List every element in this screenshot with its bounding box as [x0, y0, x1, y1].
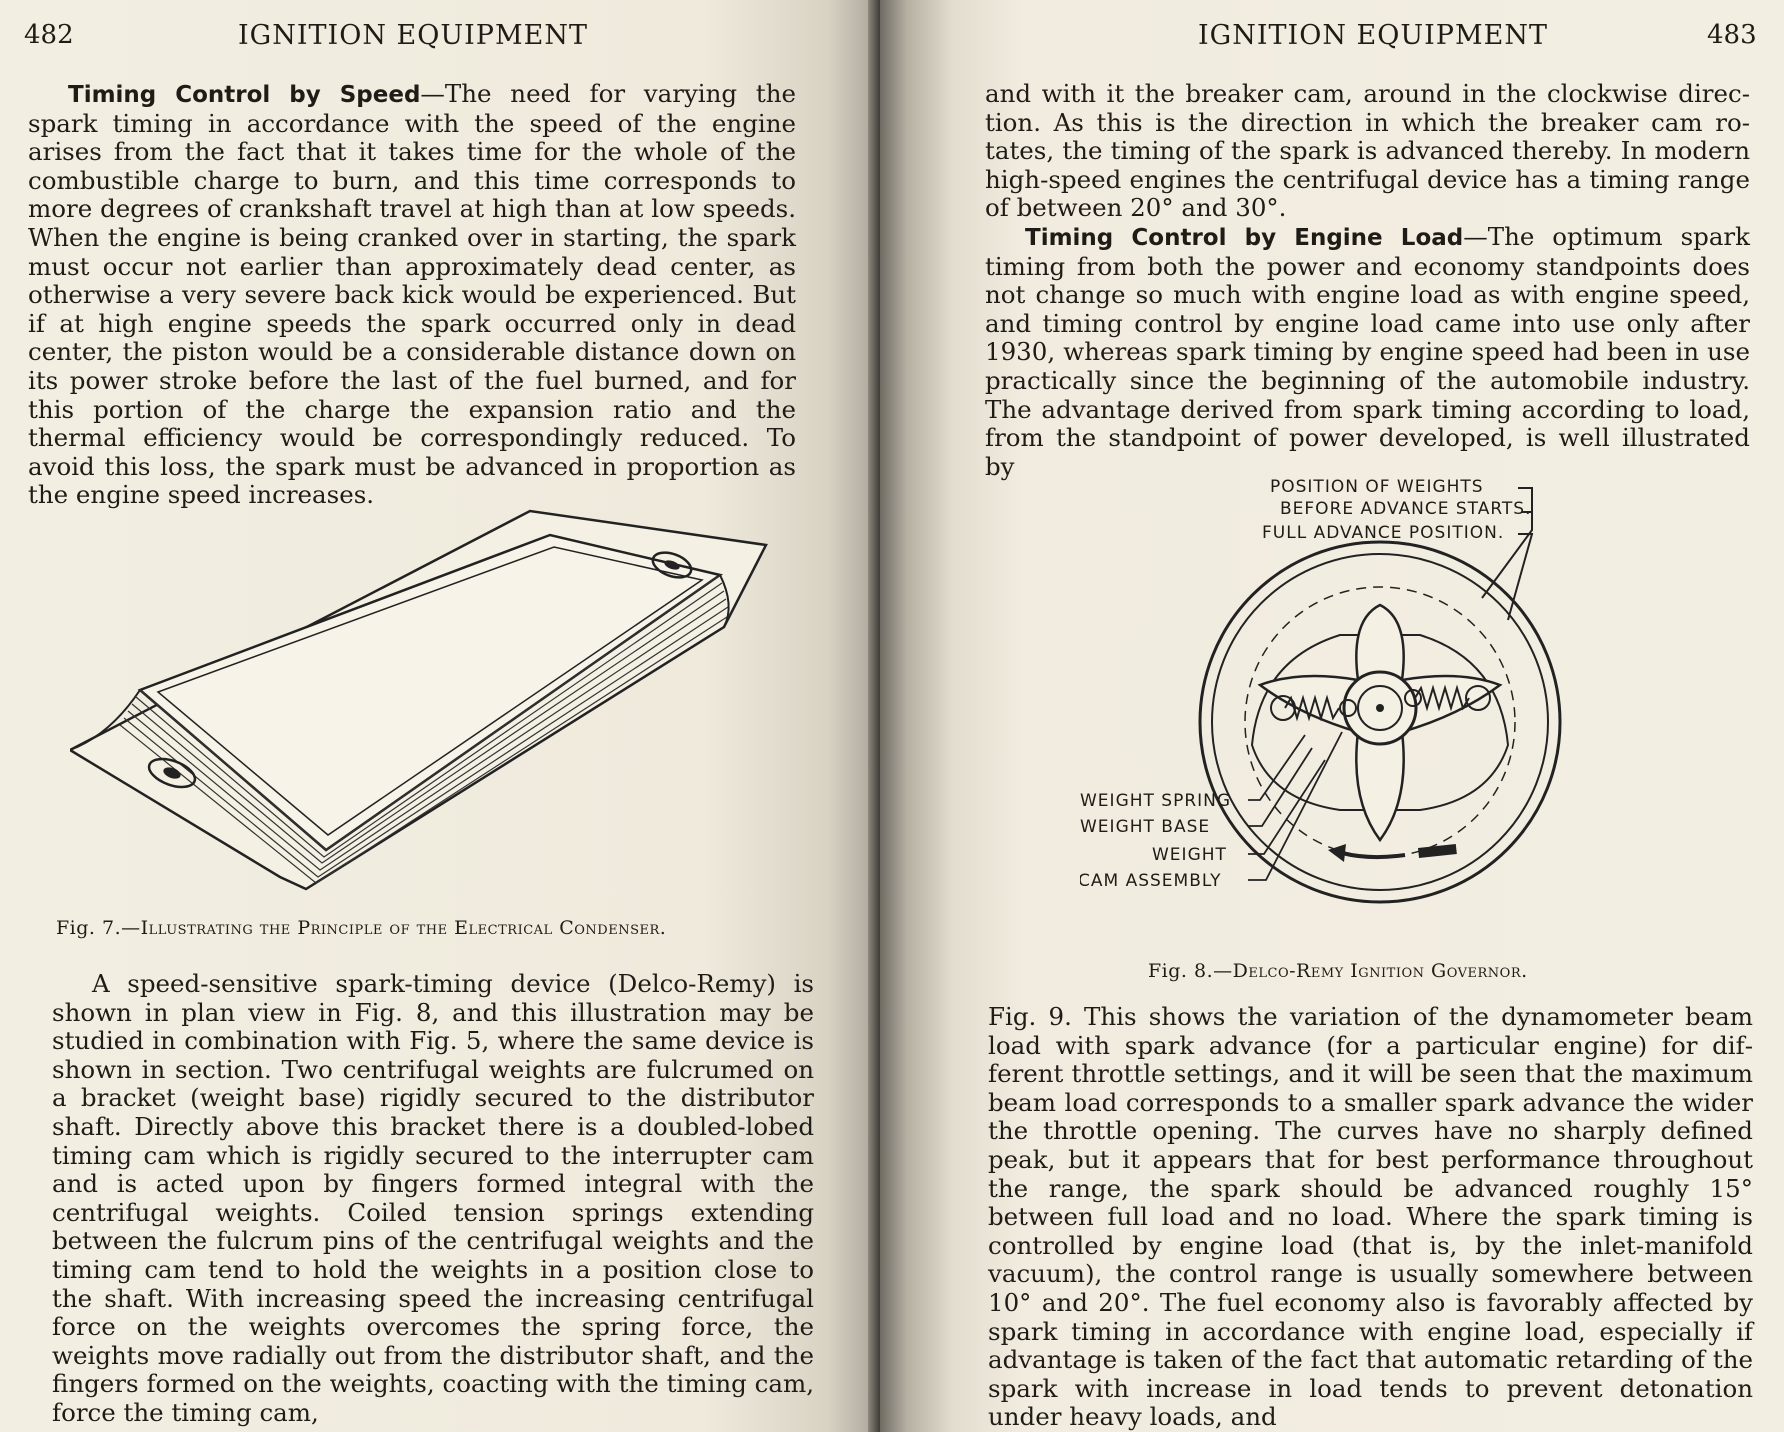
label-cam-assembly: CAM ASSEMBLY [1080, 871, 1222, 891]
label-weight-spring: WEIGHT SPRING [1080, 791, 1232, 811]
label-weight-base: WEIGHT BASE [1080, 817, 1211, 837]
left-page [0, 0, 880, 1432]
right-text-top [985, 80, 1750, 481]
label-weight: WEIGHT [1152, 845, 1227, 865]
condenser-illustration [70, 505, 810, 905]
distributor-shaft-icon [1344, 672, 1416, 744]
right-text-bottom [988, 1003, 1753, 1432]
section-heading-load: Timing Control by Engine Load [1025, 224, 1464, 251]
paragraph-load-body: Fig. 9. This shows the variation of the dynamometer beam load with spark advance (for a particular engine) for different throttle settings, and it will be seen that the maximum beam load corresponds to a smaller spark advance the wider the throttle opening. The curves have no sharply defined peak, but it appears that for best performance throughout the range, the spark should be advanced roughly 15° between full load and no load. Where the spark timing is controlled by engine load (that is, by the inlet-manifold vacuum), the control range is usually somewhere between 10° and 20°. The fuel economy also is favorably affected by spark timing in accordance with engine load, especially if advantage is taken of the fact that automatic retarding of the spark with increase in load tends to prevent detonation under heavy loads, and [988, 1002, 1753, 1432]
page-number-left: 482 [24, 20, 74, 50]
paragraph-governor-description [52, 970, 814, 1428]
running-header-right: IGNITION EQUIPMENT [1198, 20, 1548, 51]
paragraph-governor-body: A speed-sensitive spark-timing device (Delco-Remy) is shown in plan view in Fig. 8, and this illustration may be studied in combination with Fig. 5, where the same device is shown in section. Two centrifugal weights are fulcrumed on a bracket (weight base) rigidly secured to the distributor shaft. Directly above this bracket there is a doubled-lobed timing cam which is rigidly secured to the interrupter cam and is acted upon by fingers formed integral with the centrifugal weights. Coiled tension springs extending between the fulcrum pins of the centrifugal weights and the timing cam tend to hold the weights in a position close to the shaft. With increasing speed the increasing centrifugal force on the weights overcomes the spring force, the weights move radially out from the distributor shaft, and the fingers formed on the weights, coacting with the timing cam, force the timing cam, [52, 969, 814, 1427]
figure-7-caption [56, 917, 666, 939]
figure-8-caption [1148, 960, 1528, 982]
running-header-left: IGNITION EQUIPMENT [238, 20, 588, 51]
section-speed-body: —The need for varying the spark timing in accordance with the speed of the engine arises from the fact that it takes time for the whole of the combustible charge to burn, and this time corresponds to more degrees of crankshaft travel at high than at low speeds. When the engine is being cranked over in starting, the spark must occur not earlier than approximately dead center, as otherwise a very severe back kick would be experienced. But if at high engine speeds the spark occurred only in dead center, the piston would be a considerable distance down on its power stroke before the last of the fuel burned, and for this portion of the charge the expansion ratio and the thermal efficiency would be correspondingly reduced. To avoid this loss, the spark must be advanced in proportion as the engine speed increases. [28, 79, 796, 510]
paragraph-continuation: and with it the breaker cam, around in the clockwise direction. As this is the direction in which the breaker cam rotates, the timing of the spark is advanced thereby. In modern high-speed engines the centrifugal device has a timing range of between 20° and 30°. [985, 79, 1750, 223]
figure-condenser [70, 505, 810, 909]
label-full-advance: FULL ADVANCE POSITION. [1262, 523, 1505, 543]
figure-8-caption-prefix: Fig. 8.— [1148, 960, 1233, 982]
label-position-line1: POSITION OF WEIGHTS [1270, 477, 1484, 497]
section-heading-speed: Timing Control by Speed [68, 82, 421, 108]
figure-7-caption-text: Illustrating the Principle of the Electrical Condenser. [140, 917, 667, 939]
section-speed-text [28, 80, 796, 510]
rotation-arrow-icon [1328, 844, 1457, 862]
figure-8-caption-text: Delco-Remy Ignition Governor. [1232, 960, 1528, 982]
page-number-right: 483 [1707, 20, 1757, 50]
right-page [880, 0, 1784, 1432]
figure-7-caption-prefix: Fig. 7.— [56, 917, 141, 939]
label-position-line2: BEFORE ADVANCE STARTS. [1280, 499, 1532, 519]
figure-governor [1080, 470, 1580, 964]
section-load-body: —The optimum spark timing from both the power and economy standpoints does not change so much with engine load as with engine speed, and timing control by engine load came into use only after 1930, whereas spark timing by engine speed had been in use practically since the beginning of the automobile industry. The advantage derived from spark timing according to load, from the standpoint of power developed, is well illustrated by [985, 221, 1750, 481]
governor-diagram [1080, 470, 1580, 960]
